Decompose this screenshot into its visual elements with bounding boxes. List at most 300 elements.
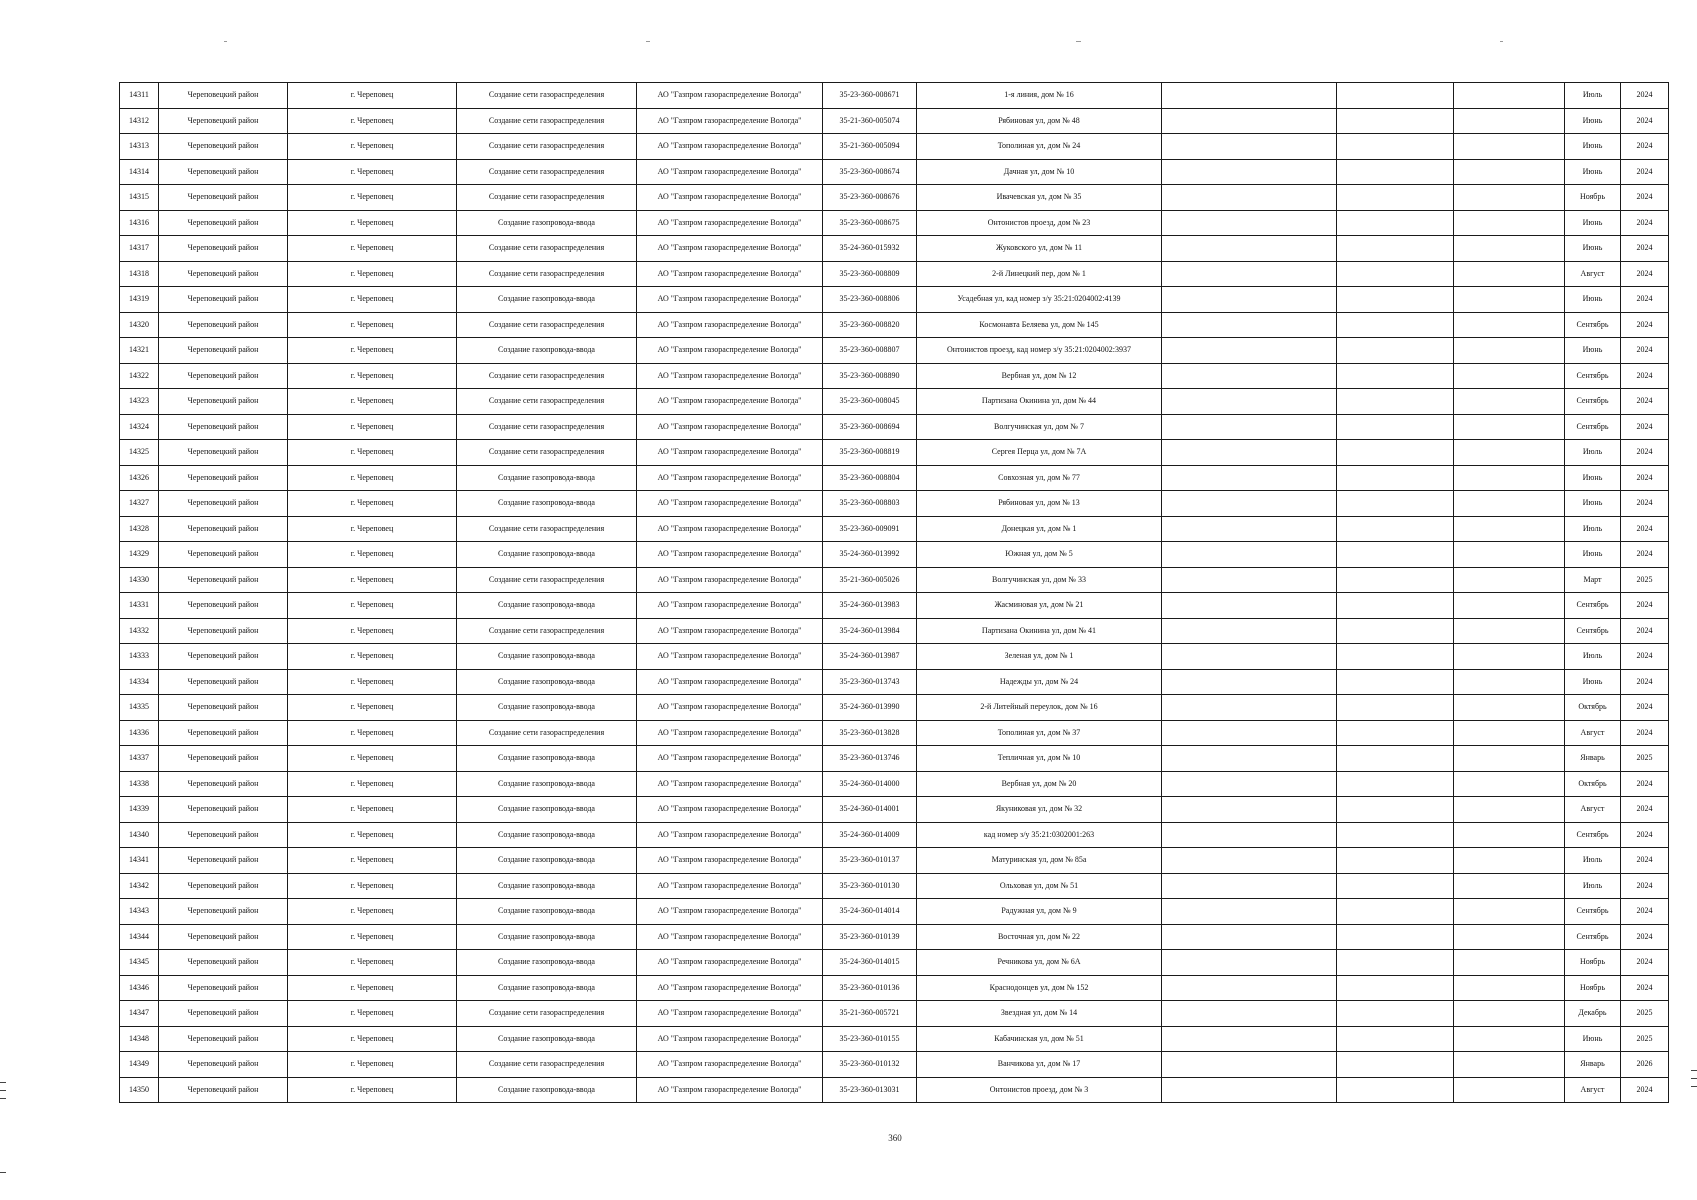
cell-city: г. Череповец [288,210,457,236]
cell-row-number: 14325 [120,440,159,466]
cell-month: Ноябрь [1565,975,1621,1001]
cell-work-type: Создание газопровода-ввода [457,746,637,772]
cell-city: г. Череповец [288,669,457,695]
cell-city: г. Череповец [288,542,457,568]
cell-district: Череповецкий район [159,873,288,899]
cell-empty [1337,924,1454,950]
cell-year: 2024 [1621,516,1669,542]
cell-organization: АО "Газпром газораспределение Вологда" [637,593,823,619]
cell-district: Череповецкий район [159,669,288,695]
cell-city: г. Череповец [288,159,457,185]
cell-row-number: 14314 [120,159,159,185]
cell-empty [1454,108,1565,134]
cell-empty [1337,185,1454,211]
cell-object-code: 35-23-360-010155 [823,1026,917,1052]
cell-month: Июнь [1565,542,1621,568]
cell-month: Июнь [1565,159,1621,185]
cell-organization: АО "Газпром газораспределение Вологда" [637,83,823,109]
cell-row-number: 14329 [120,542,159,568]
cell-city: г. Череповец [288,414,457,440]
cell-organization: АО "Газпром газораспределение Вологда" [637,822,823,848]
cell-district: Череповецкий район [159,185,288,211]
cell-organization: АО "Газпром газораспределение Вологда" [637,899,823,925]
cell-year: 2024 [1621,593,1669,619]
cell-month: Июнь [1565,1026,1621,1052]
cell-address: Речникова ул, дом № 6А [917,950,1162,976]
cell-month: Июль [1565,873,1621,899]
cell-work-type: Создание газопровода-ввода [457,1077,637,1103]
cell-year: 2024 [1621,159,1669,185]
scan-mark [1076,41,1081,42]
cell-empty [1162,542,1337,568]
cell-work-type: Создание сети газораспределения [457,108,637,134]
cell-row-number: 14342 [120,873,159,899]
cell-year: 2024 [1621,669,1669,695]
cell-district: Череповецкий район [159,567,288,593]
cell-empty [1162,695,1337,721]
cell-year: 2024 [1621,338,1669,364]
cell-object-code: 35-23-360-008045 [823,389,917,415]
cell-address: Онтонистов проезд, дом № 23 [917,210,1162,236]
cell-empty [1162,822,1337,848]
cell-empty [1337,338,1454,364]
cell-work-type: Создание газопровода-ввода [457,695,637,721]
cell-district: Череповецкий район [159,924,288,950]
cell-empty [1162,210,1337,236]
cell-empty [1454,185,1565,211]
cell-organization: АО "Газпром газораспределение Вологда" [637,440,823,466]
cell-empty [1454,669,1565,695]
cell-empty [1337,1001,1454,1027]
cell-city: г. Череповец [288,899,457,925]
cell-empty [1162,797,1337,823]
cell-empty [1337,822,1454,848]
cell-work-type: Создание газопровода-ввода [457,873,637,899]
edge-tick [0,1098,6,1099]
cell-city: г. Череповец [288,695,457,721]
cell-address: Усадебная ул, кад номер з/у 35:21:0204002:4139 [917,287,1162,313]
table-row [120,83,1669,109]
cell-object-code: 35-23-360-008804 [823,465,917,491]
cell-district: Череповецкий район [159,822,288,848]
cell-empty [1454,797,1565,823]
cell-row-number: 14348 [120,1026,159,1052]
cell-empty [1162,1001,1337,1027]
cell-object-code: 35-23-360-010137 [823,848,917,874]
cell-empty [1454,822,1565,848]
cell-city: г. Череповец [288,797,457,823]
cell-empty [1162,83,1337,109]
cell-row-number: 14315 [120,185,159,211]
cell-district: Череповецкий район [159,389,288,415]
cell-address: Совхозная ул, дом № 77 [917,465,1162,491]
edge-tick [1691,1078,1697,1079]
cell-empty [1454,720,1565,746]
cell-empty [1337,414,1454,440]
cell-address: Тепличная ул, дом № 10 [917,746,1162,772]
cell-district: Череповецкий район [159,465,288,491]
cell-work-type: Создание газопровода-ввода [457,491,637,517]
cell-row-number: 14312 [120,108,159,134]
cell-object-code: 35-24-360-014009 [823,822,917,848]
cell-empty [1337,720,1454,746]
cell-month: Июнь [1565,210,1621,236]
cell-row-number: 14346 [120,975,159,1001]
cell-empty [1337,644,1454,670]
cell-city: г. Череповец [288,873,457,899]
table-row [120,1077,1669,1103]
cell-city: г. Череповец [288,593,457,619]
cell-district: Череповецкий район [159,159,288,185]
cell-object-code: 35-23-360-008803 [823,491,917,517]
cell-empty [1162,465,1337,491]
cell-empty [1162,618,1337,644]
cell-address: Вербная ул, дом № 12 [917,363,1162,389]
cell-empty [1162,414,1337,440]
cell-year: 2025 [1621,746,1669,772]
edge-tick [1691,1070,1697,1071]
cell-empty [1454,1026,1565,1052]
cell-work-type: Создание сети газораспределения [457,516,637,542]
cell-object-code: 35-23-360-013746 [823,746,917,772]
cell-empty [1337,797,1454,823]
cell-empty [1454,414,1565,440]
cell-row-number: 14326 [120,465,159,491]
cell-object-code: 35-23-360-010132 [823,1052,917,1078]
cell-empty [1162,108,1337,134]
cell-empty [1162,236,1337,262]
cell-empty [1337,593,1454,619]
cell-work-type: Создание газопровода-ввода [457,287,637,313]
cell-empty [1337,108,1454,134]
edge-tick [1691,1086,1697,1087]
cell-object-code: 35-24-360-013983 [823,593,917,619]
cell-district: Череповецкий район [159,771,288,797]
cell-empty [1162,261,1337,287]
cell-object-code: 35-24-360-014014 [823,899,917,925]
cell-object-code: 35-24-360-014000 [823,771,917,797]
cell-month: Сентябрь [1565,618,1621,644]
cell-work-type: Создание сети газораспределения [457,236,637,262]
cell-row-number: 14350 [120,1077,159,1103]
cell-empty [1162,746,1337,772]
cell-work-type: Создание газопровода-ввода [457,210,637,236]
cell-empty [1454,873,1565,899]
cell-organization: АО "Газпром газораспределение Вологда" [637,797,823,823]
table-row [120,440,1669,466]
cell-year: 2024 [1621,312,1669,338]
cell-empty [1454,159,1565,185]
cell-row-number: 14334 [120,669,159,695]
cell-empty [1454,950,1565,976]
cell-empty [1454,593,1565,619]
cell-work-type: Создание газопровода-ввода [457,593,637,619]
table-row [120,516,1669,542]
cell-work-type: Создание сети газораспределения [457,1052,637,1078]
table-row [120,771,1669,797]
cell-empty [1162,338,1337,364]
cell-organization: АО "Газпром газораспределение Вологда" [637,108,823,134]
cell-month: Июнь [1565,287,1621,313]
table-row [120,695,1669,721]
cell-object-code: 35-21-360-005721 [823,1001,917,1027]
edge-tick [0,1090,6,1091]
cell-work-type: Создание сети газораспределения [457,83,637,109]
cell-city: г. Череповец [288,1052,457,1078]
cell-object-code: 35-23-360-009091 [823,516,917,542]
cell-organization: АО "Газпром газораспределение Вологда" [637,261,823,287]
cell-city: г. Череповец [288,1026,457,1052]
cell-month: Июль [1565,83,1621,109]
cell-year: 2024 [1621,134,1669,160]
cell-row-number: 14349 [120,1052,159,1078]
cell-district: Череповецкий район [159,440,288,466]
cell-row-number: 14341 [120,848,159,874]
cell-object-code: 35-24-360-014001 [823,797,917,823]
cell-month: Сентябрь [1565,363,1621,389]
cell-city: г. Череповец [288,338,457,364]
cell-work-type: Создание сети газораспределения [457,185,637,211]
table-row [120,414,1669,440]
cell-organization: АО "Газпром газораспределение Вологда" [637,185,823,211]
cell-year: 2025 [1621,1026,1669,1052]
cell-row-number: 14347 [120,1001,159,1027]
cell-organization: АО "Газпром газораспределение Вологда" [637,567,823,593]
table-row [120,1026,1669,1052]
cell-organization: АО "Газпром газораспределение Вологда" [637,1052,823,1078]
table-row [120,899,1669,925]
cell-month: Июль [1565,516,1621,542]
cell-year: 2026 [1621,1052,1669,1078]
cell-object-code: 35-23-360-008675 [823,210,917,236]
cell-month: Август [1565,797,1621,823]
cell-empty [1162,720,1337,746]
cell-city: г. Череповец [288,287,457,313]
scan-mark [646,41,650,42]
cell-district: Череповецкий район [159,312,288,338]
cell-month: Июль [1565,644,1621,670]
cell-work-type: Создание сети газораспределения [457,567,637,593]
cell-year: 2024 [1621,261,1669,287]
cell-organization: АО "Газпром газораспределение Вологда" [637,848,823,874]
cell-district: Череповецкий район [159,287,288,313]
cell-empty [1454,440,1565,466]
cell-empty [1337,363,1454,389]
cell-empty [1454,899,1565,925]
cell-year: 2024 [1621,108,1669,134]
cell-year: 2024 [1621,950,1669,976]
cell-work-type: Создание газопровода-ввода [457,338,637,364]
cell-empty [1454,644,1565,670]
cell-year: 2024 [1621,465,1669,491]
cell-work-type: Создание газопровода-ввода [457,950,637,976]
cell-object-code: 35-23-360-013031 [823,1077,917,1103]
cell-month: Октябрь [1565,771,1621,797]
cell-object-code: 35-23-360-013828 [823,720,917,746]
cell-empty [1454,924,1565,950]
cell-empty [1162,363,1337,389]
register-table [119,82,1669,1103]
cell-year: 2024 [1621,83,1669,109]
cell-work-type: Создание газопровода-ввода [457,669,637,695]
cell-district: Череповецкий район [159,695,288,721]
cell-city: г. Череповец [288,261,457,287]
cell-object-code: 35-23-360-008807 [823,338,917,364]
cell-row-number: 14318 [120,261,159,287]
cell-object-code: 35-23-360-010130 [823,873,917,899]
cell-row-number: 14317 [120,236,159,262]
cell-month: Ноябрь [1565,185,1621,211]
cell-city: г. Череповец [288,389,457,415]
cell-empty [1337,848,1454,874]
cell-organization: АО "Газпром газораспределение Вологда" [637,746,823,772]
cell-month: Сентябрь [1565,822,1621,848]
table-row [120,950,1669,976]
cell-district: Череповецкий район [159,975,288,1001]
cell-empty [1162,593,1337,619]
cell-year: 2024 [1621,363,1669,389]
cell-month: Сентябрь [1565,924,1621,950]
cell-empty [1162,567,1337,593]
cell-organization: АО "Газпром газораспределение Вологда" [637,1001,823,1027]
cell-work-type: Создание сети газораспределения [457,440,637,466]
cell-empty [1337,210,1454,236]
cell-address: Звездная ул, дом № 14 [917,1001,1162,1027]
cell-year: 2024 [1621,236,1669,262]
cell-work-type: Создание сети газораспределения [457,159,637,185]
cell-year: 2025 [1621,1001,1669,1027]
cell-organization: АО "Газпром газораспределение Вологда" [637,644,823,670]
table-row [120,108,1669,134]
cell-empty [1337,465,1454,491]
cell-year: 2024 [1621,720,1669,746]
cell-empty [1454,618,1565,644]
cell-empty [1162,873,1337,899]
cell-empty [1337,899,1454,925]
cell-row-number: 14331 [120,593,159,619]
cell-object-code: 35-23-360-008806 [823,287,917,313]
cell-address: Онтонистов проезд, дом № 3 [917,1077,1162,1103]
cell-year: 2024 [1621,695,1669,721]
cell-object-code: 35-23-360-008820 [823,312,917,338]
cell-district: Череповецкий район [159,108,288,134]
cell-empty [1337,1052,1454,1078]
cell-organization: АО "Газпром газораспределение Вологда" [637,950,823,976]
cell-empty [1162,950,1337,976]
cell-district: Череповецкий район [159,720,288,746]
cell-organization: АО "Газпром газораспределение Вологда" [637,669,823,695]
cell-month: Март [1565,567,1621,593]
cell-empty [1337,669,1454,695]
cell-district: Череповецкий район [159,542,288,568]
cell-work-type: Создание сети газораспределения [457,363,637,389]
cell-row-number: 14330 [120,567,159,593]
cell-city: г. Череповец [288,312,457,338]
cell-year: 2024 [1621,618,1669,644]
cell-work-type: Создание газопровода-ввода [457,1026,637,1052]
cell-empty [1337,542,1454,568]
cell-object-code: 35-23-360-008809 [823,261,917,287]
cell-month: Июль [1565,440,1621,466]
cell-empty [1162,848,1337,874]
cell-district: Череповецкий район [159,644,288,670]
cell-row-number: 14333 [120,644,159,670]
cell-empty [1454,567,1565,593]
cell-address: Тополиная ул, дом № 24 [917,134,1162,160]
table-row [120,210,1669,236]
cell-month: Ноябрь [1565,950,1621,976]
cell-empty [1337,491,1454,517]
cell-empty [1337,389,1454,415]
cell-organization: АО "Газпром газораспределение Вологда" [637,491,823,517]
cell-empty [1337,83,1454,109]
cell-city: г. Череповец [288,134,457,160]
cell-object-code: 35-21-360-005094 [823,134,917,160]
cell-organization: АО "Газпром газораспределение Вологда" [637,134,823,160]
table-row [120,389,1669,415]
cell-address: кад номер з/у 35:21:0302001:263 [917,822,1162,848]
cell-work-type: Создание газопровода-ввода [457,848,637,874]
cell-work-type: Создание сети газораспределения [457,389,637,415]
table-row [120,542,1669,568]
cell-city: г. Череповец [288,440,457,466]
cell-district: Череповецкий район [159,236,288,262]
cell-month: Июнь [1565,108,1621,134]
cell-work-type: Создание сети газораспределения [457,618,637,644]
cell-object-code: 35-24-360-013984 [823,618,917,644]
cell-row-number: 14339 [120,797,159,823]
cell-empty [1162,899,1337,925]
cell-month: Октябрь [1565,695,1621,721]
cell-object-code: 35-23-360-010136 [823,975,917,1001]
cell-city: г. Череповец [288,567,457,593]
cell-year: 2024 [1621,491,1669,517]
cell-work-type: Создание сети газораспределения [457,312,637,338]
cell-empty [1337,618,1454,644]
cell-address: Жуковского ул, дом № 11 [917,236,1162,262]
cell-address: 2-й Литейный переулок, дом № 16 [917,695,1162,721]
cell-empty [1454,134,1565,160]
cell-organization: АО "Газпром газораспределение Вологда" [637,287,823,313]
cell-month: Август [1565,261,1621,287]
cell-empty [1337,1026,1454,1052]
table-row [120,797,1669,823]
cell-address: Волгучинская ул, дом № 7 [917,414,1162,440]
cell-row-number: 14332 [120,618,159,644]
cell-empty [1454,542,1565,568]
cell-empty [1454,975,1565,1001]
cell-object-code: 35-23-360-008890 [823,363,917,389]
table-row [120,491,1669,517]
cell-object-code: 35-24-360-013990 [823,695,917,721]
cell-empty [1337,567,1454,593]
cell-row-number: 14336 [120,720,159,746]
cell-city: г. Череповец [288,516,457,542]
scan-mark [224,41,227,42]
cell-work-type: Создание газопровода-ввода [457,797,637,823]
cell-organization: АО "Газпром газораспределение Вологда" [637,1077,823,1103]
cell-city: г. Череповец [288,924,457,950]
cell-empty [1162,389,1337,415]
cell-address: Дачная ул, дом № 10 [917,159,1162,185]
cell-object-code: 35-21-360-005074 [823,108,917,134]
table-row [120,465,1669,491]
cell-year: 2024 [1621,542,1669,568]
cell-empty [1337,134,1454,160]
cell-row-number: 14320 [120,312,159,338]
cell-object-code: 35-23-360-008694 [823,414,917,440]
cell-empty [1337,287,1454,313]
